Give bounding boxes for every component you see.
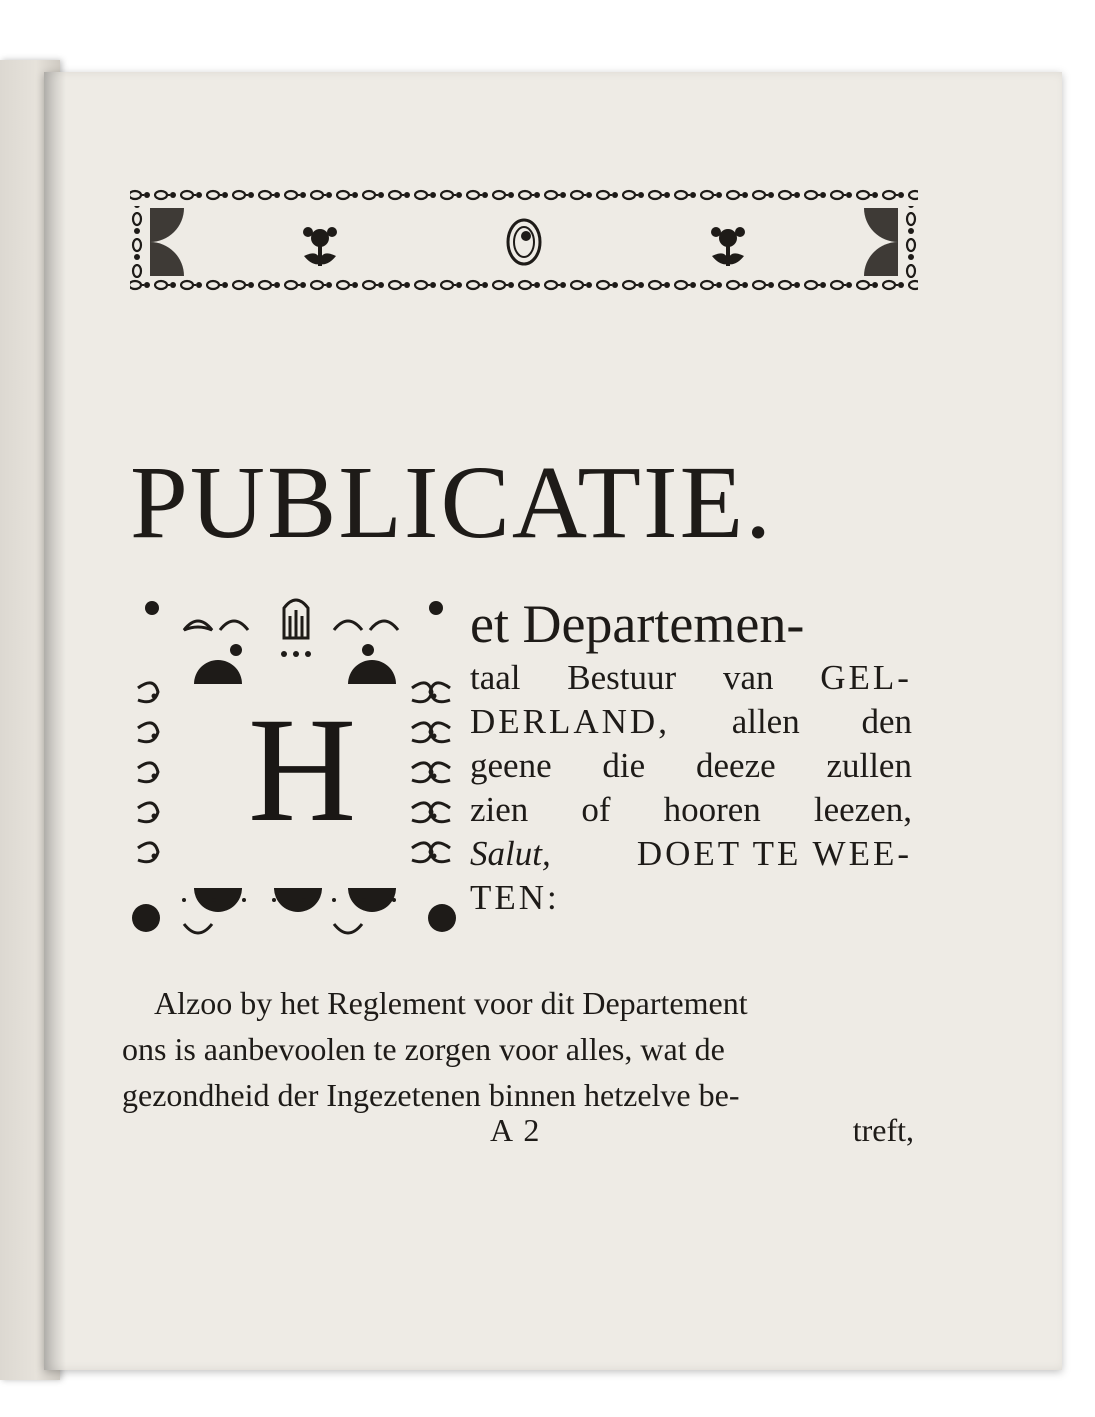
page-footer xyxy=(122,1108,914,1152)
body-line: Alzoo by het Reglement voor dit Departement xyxy=(154,985,748,1021)
body-line: gezondheid der Ingezetenen binnen hetzelve be- xyxy=(122,1077,740,1113)
opening-line: TEN: xyxy=(470,878,560,917)
opening-line: zien of hooren leezen, xyxy=(470,790,912,829)
page-gutter-shadow xyxy=(44,72,66,1370)
opening-paragraph xyxy=(470,592,912,920)
body-line: ons is aanbevoolen te zorgen voor alles, wat de xyxy=(122,1031,725,1067)
signature-mark: A 2 xyxy=(490,1112,542,1148)
opening-line: Salut, DOET TE WEE- xyxy=(470,834,912,873)
opening-first-line: et Departemen- xyxy=(470,594,805,654)
opening-line: taal Bestuur van GEL- xyxy=(470,658,912,697)
initial-letter: H xyxy=(248,687,357,853)
ornamental-headpiece xyxy=(128,186,920,300)
body-paragraph xyxy=(122,980,914,1118)
flower-ornament-icon xyxy=(711,227,745,266)
catchword: treft, xyxy=(852,1112,914,1148)
page-title: PUBLICATIE. xyxy=(130,445,774,560)
opening-line: DERLAND, allen den xyxy=(470,702,912,741)
opening-line: geene die deeze zullen xyxy=(470,746,912,785)
cameo-portrait-icon xyxy=(508,220,540,264)
flower-ornament-icon xyxy=(303,227,337,266)
